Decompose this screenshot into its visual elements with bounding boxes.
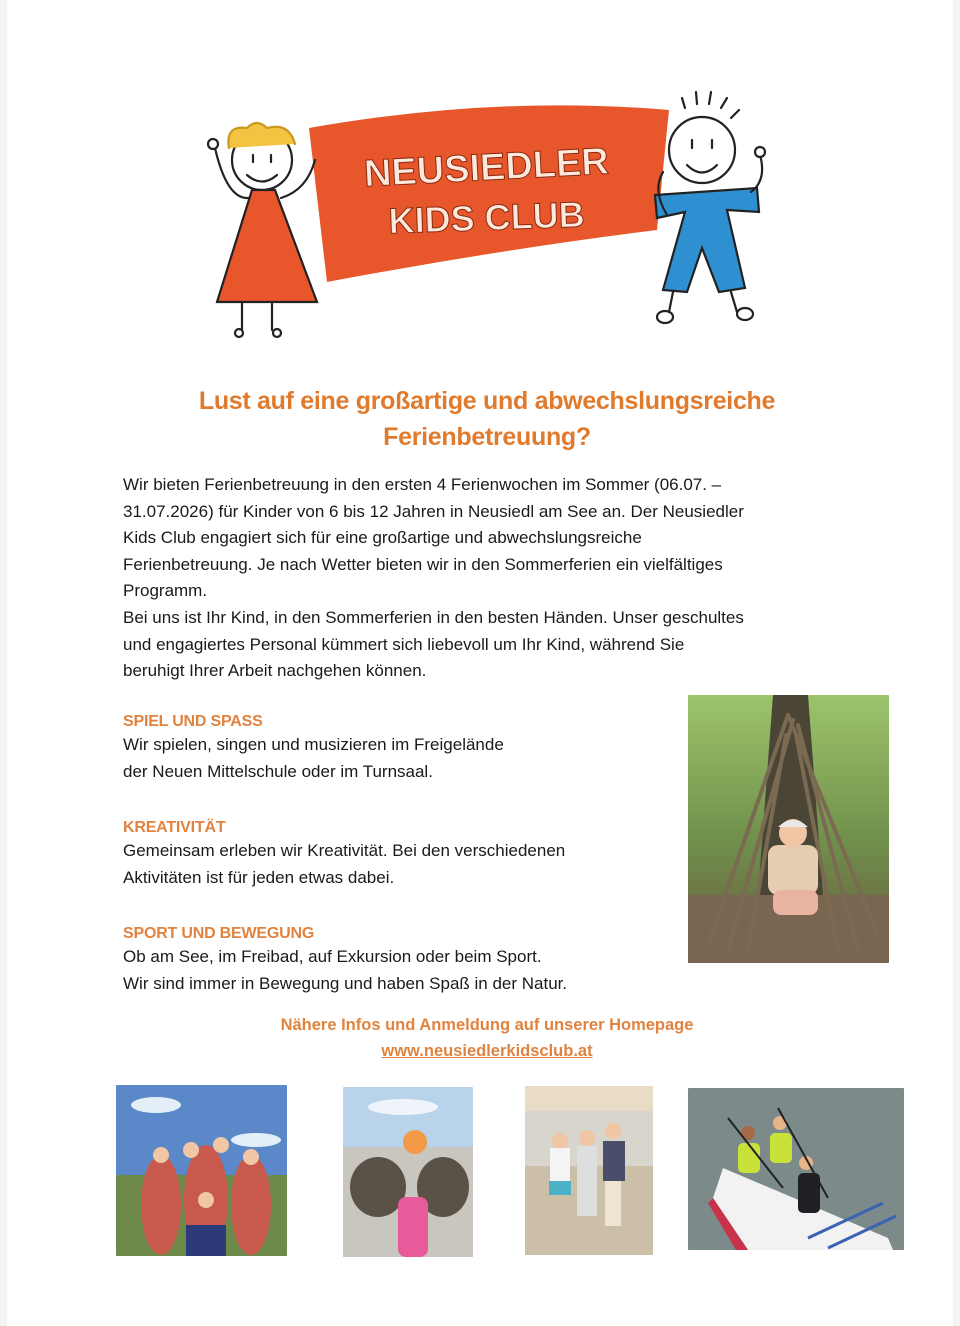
- title-line-1: Lust auf eine großartige und abwechslungsreiche: [198, 387, 776, 415]
- photo-muddy-hands: [343, 1087, 473, 1257]
- intro-paragraph: [123, 472, 843, 685]
- title-line-2: Ferienbetreuung?: [383, 423, 591, 451]
- intro-line: Wir bieten Ferienbetreuung in den ersten 4 Ferienwochen im Sommer (06.07. –: [123, 475, 722, 494]
- section-title: SPIEL UND SPASS: [123, 713, 263, 730]
- section-line: Gemeinsam erleben wir Kreativität. Bei den verschiedenen: [123, 841, 566, 860]
- section-title: KREATIVITÄT: [123, 819, 226, 836]
- cta-text: Nähere Infos und Anmeldung auf unserer Homepage: [280, 1016, 694, 1034]
- section-line: der Neuen Mittelschule oder im Turnsaal.: [123, 761, 433, 781]
- section-spiel-und-spass: [123, 712, 663, 785]
- intro-line: Ferienbetreuung. Je nach Wetter bieten wir in den Sommerferien ein vielfältiges: [123, 554, 723, 574]
- photo-forest-tipi: [688, 695, 889, 963]
- section-line: Ob am See, im Freibad, auf Exkursion oder beim Sport.: [123, 947, 542, 966]
- call-to-action: [207, 1012, 767, 1064]
- svg-text:KIDS CLUB: KIDS CLUB: [387, 193, 586, 242]
- photo-three-kids-posing: [525, 1086, 653, 1255]
- intro-line: beruhigt Ihrer Arbeit nachgehen können.: [123, 661, 427, 681]
- section-line: Aktivitäten ist für jeden etwas dabei.: [123, 867, 395, 887]
- section-line: Wir spielen, singen und musizieren im Freigelände: [123, 735, 504, 754]
- kids-club-logo: [197, 80, 777, 350]
- intro-line: Programm.: [123, 581, 208, 601]
- intro-line: Bei uns ist Ihr Kind, in den Sommerferien in den besten Händen. Unser geschultes: [123, 607, 744, 627]
- photo-group-cheering: [116, 1085, 287, 1256]
- section-kreativitaet: [123, 818, 663, 891]
- intro-line: Kids Club engagiert sich für eine großartige und abwechslungsreiche: [123, 528, 642, 548]
- section-title: SPORT UND BEWEGUNG: [123, 925, 315, 942]
- page-title: [107, 383, 867, 455]
- intro-line: 31.07.2026) für Kinder von 6 bis 12 Jahren in Neusiedl am See an. Der Neusiedler: [123, 501, 744, 521]
- flyer-page: [7, 0, 953, 1326]
- homepage-link[interactable]: www.neusiedlerkidsclub.at: [381, 1042, 593, 1060]
- svg-text:NEUSIEDLER: NEUSIEDLER: [362, 140, 610, 196]
- section-line: Wir sind immer in Bewegung und haben Spaß in der Natur.: [123, 973, 568, 993]
- section-sport-und-bewegung: [123, 924, 663, 997]
- photo-stand-up-paddle: [688, 1088, 904, 1250]
- intro-line: und engagiertes Personal kümmert sich liebevoll um Ihr Kind, während Sie: [123, 634, 685, 654]
